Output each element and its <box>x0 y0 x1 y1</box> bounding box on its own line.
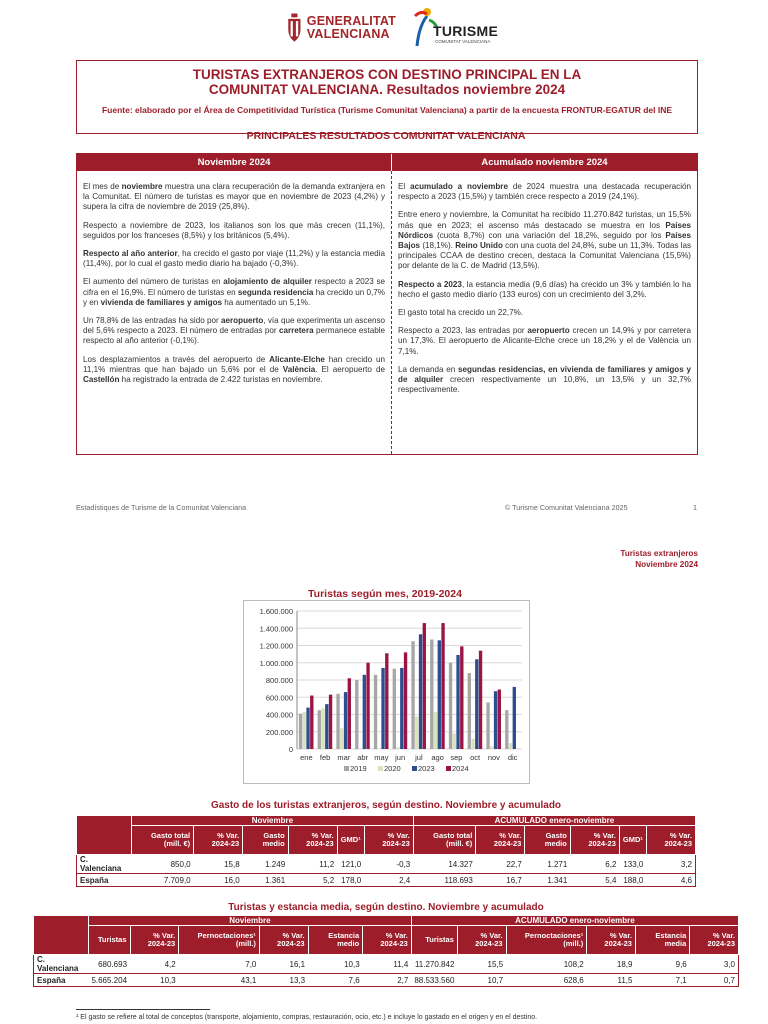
table-cell: 5.665.204 <box>88 974 130 987</box>
generalitat-emblem-icon <box>286 8 303 48</box>
bar-2023 <box>344 692 347 749</box>
cumulative-paragraph: El acumulado a noviembre de 2024 muestra una destacada recuperación respecto a 2023 (15,5%) y también crece respecto a 2019 (24,1%). <box>398 182 692 202</box>
table-cell: 178,0 <box>337 874 364 887</box>
column-header: % Var. 2024-23 <box>690 926 739 955</box>
cumulative-column-text <box>398 182 691 403</box>
table-cell: 4,2 <box>130 955 179 974</box>
bar-2019 <box>411 641 414 749</box>
cumulative-paragraph: El gasto total ha crecido un 22,7%. <box>398 308 524 318</box>
bold-run: València <box>282 364 316 374</box>
table-cell: 11.270.842 <box>411 955 457 974</box>
table-cell: 43,1 <box>179 974 260 987</box>
column-header: Gasto total (mill. €) <box>132 826 194 855</box>
column-header: GMD¹ <box>337 826 364 855</box>
table-cell: 16,7 <box>476 874 525 887</box>
table-cell: 118.693 <box>413 874 476 887</box>
table-cell: 121,0 <box>337 855 364 874</box>
page-number: 1 <box>693 503 697 512</box>
bar-2019 <box>468 673 471 749</box>
y-tick-label: 200.000 <box>265 727 293 737</box>
bar-2023 <box>306 708 309 749</box>
bar-2019 <box>318 710 321 749</box>
table2-title: Turistas y estancia media, según destino. Noviembre y acumulado <box>228 902 544 913</box>
table-cell: 15,8 <box>194 855 243 874</box>
corner-cell <box>77 816 132 855</box>
bold-run: carretera <box>278 326 314 336</box>
x-tick-label: ene <box>300 753 313 762</box>
table-cell: 0,7 <box>690 974 739 987</box>
table-cell: 13,3 <box>259 974 308 987</box>
column-header: % Var. 2024-23 <box>288 826 337 855</box>
x-tick-label: may <box>374 753 389 762</box>
y-tick-label: 1.200.000 <box>259 641 293 651</box>
y-tick-label: 1.000.000 <box>259 658 293 668</box>
table-cell: 7,6 <box>308 974 363 987</box>
table-cell: 14.327 <box>413 855 476 874</box>
column-header: Pernoctaciones¹ (mill.) <box>506 926 587 955</box>
group-header-november: Noviembre <box>132 816 414 826</box>
bar-2024 <box>498 689 501 749</box>
column-header: % Var. 2024-23 <box>130 926 179 955</box>
bar-2024 <box>385 653 388 749</box>
legend-label: 2023 <box>418 764 435 773</box>
table-row <box>34 974 739 987</box>
table-row <box>77 874 696 887</box>
bar-2024 <box>348 678 351 749</box>
bar-2023 <box>494 691 497 749</box>
bar-2020 <box>453 733 456 749</box>
expenditure-table <box>76 815 696 887</box>
legend-swatch <box>378 766 383 771</box>
november-paragraph: Los desplazamientos a través del aeropuerto de Alicante-Elche han crecido un 11,1% mientras que han bajado un 5,6% por el de València. El aeropuerto de Castellón ha registrado la entrada de 2.422 turistas en noviembre. <box>83 354 385 385</box>
y-tick-label: 1.600.000 <box>259 607 293 616</box>
legend-swatch <box>446 766 451 771</box>
table-cell: 18,9 <box>587 955 636 974</box>
bold-run: aeropuerto <box>221 316 264 326</box>
bar-2023 <box>381 668 384 749</box>
bar-2023 <box>513 687 516 749</box>
turisme-wordmark: TURISME <box>433 23 499 39</box>
bold-run: Respecto a 2023 <box>398 279 462 289</box>
bar-2024 <box>329 695 332 749</box>
bold-run: alojamiento de alquiler <box>223 277 312 287</box>
bar-2024 <box>404 652 407 749</box>
row-label: C. Valenciana <box>34 955 89 974</box>
bold-run: Respecto al año anterior <box>83 249 178 259</box>
november-column-head: Noviembre 2024 <box>77 154 391 171</box>
footnote: ¹ El gasto se refiere al total de conceptos (transporte, alojamiento, compras, restauración, ocio, etc.) e incluye lo gastado en el origen y en el destino. <box>76 1014 538 1021</box>
column-header: GMD¹ <box>619 826 646 855</box>
table-cell: 108,2 <box>506 955 587 974</box>
bold-run: vivienda de familiares y amigos <box>100 297 223 307</box>
table-cell: 1.271 <box>525 855 570 874</box>
november-paragraph: Un 78,8% de las entradas ha sido por aeropuerto, vía que experimenta un ascenso del 5,6% respecto a 2023. El número de entradas por carretera permanece estable respecto al año anterior (-0,1%). <box>83 316 386 346</box>
bar-2019 <box>393 669 396 749</box>
bar-2024 <box>460 646 463 749</box>
x-tick-label: abr <box>357 753 369 762</box>
table-cell: 188,0 <box>619 874 646 887</box>
x-tick-label: dic <box>507 753 518 762</box>
bold-run: Alicante-Elche <box>269 354 325 364</box>
bold-run: noviembre <box>121 182 163 191</box>
table-row <box>77 855 696 874</box>
bar-2020 <box>490 746 493 749</box>
table-cell: 10,3 <box>308 955 363 974</box>
table-cell: 7.709,0 <box>132 874 194 887</box>
column-header: Gasto medio <box>243 826 288 855</box>
table1-title: Gasto de los turistas extranjeros, según destino. Noviembre y acumulado <box>210 800 562 811</box>
row-label: España <box>77 874 132 887</box>
bar-2020 <box>340 728 343 749</box>
bold-run: segunda residencia <box>237 287 314 297</box>
column-header: Gasto medio <box>525 826 570 855</box>
table-cell: 7,1 <box>635 974 689 987</box>
column-header: % Var. 2024-23 <box>259 926 308 955</box>
x-tick-label: sep <box>450 753 463 762</box>
column-header: Estancia medio <box>308 926 363 955</box>
x-tick-label: ago <box>431 753 444 762</box>
table-cell: 7,0 <box>179 955 260 974</box>
table-cell: 4,6 <box>646 874 695 887</box>
table-cell: 628,6 <box>506 974 587 987</box>
table-cell: 10,7 <box>457 974 506 987</box>
bar-2024 <box>423 623 426 749</box>
legend-label: 2024 <box>452 764 469 773</box>
y-tick-label: 400.000 <box>265 710 293 720</box>
document-title: TURISTAS EXTRANJEROS CON DESTINO PRINCIPAL EN LA COMUNITAT VALENCIANA. Resultados noviembre 2024 <box>192 67 582 97</box>
november-paragraph: El aumento del número de turistas en alojamiento de alquiler respecto a 2023 se cifra en el 16,9%. El número de turistas en segunda residencia ha crecido un 0,7% y en vivienda de familiares y amigos ha aumentado un 5,1%. <box>83 277 386 307</box>
cumulative-paragraph: Respecto a 2023, la estancia media (9,6 días) ha crecido un 3% y también lo ha hecho el gasto medio diario (133 euros) con un crecimiento del 3,2%. <box>398 279 691 299</box>
table-cell: 6,2 <box>570 855 619 874</box>
bar-2024 <box>310 696 313 749</box>
bar-2019 <box>336 694 339 749</box>
chart-title: Turistas según mes, 2019-2024 <box>308 588 462 600</box>
cumulative-column-head: Acumulado noviembre 2024 <box>392 154 697 171</box>
footnote-rule <box>76 1009 210 1010</box>
table-cell: 88.533.560 <box>411 974 457 987</box>
column-header: % Var. 2024-23 <box>646 826 695 855</box>
x-tick-label: jul <box>415 753 423 762</box>
table-cell: 1.361 <box>243 874 288 887</box>
group-header-cumulative: ACUMULADO enero-noviembre <box>413 816 695 826</box>
november-paragraph: El mes de noviembre muestra una clara recuperación de la demanda extranjera en la Comunitat. El número de turistas es mayor que en noviembre de 2023 (4,2%) y supera la cifra de noviembre de 2019 (25,8%). <box>83 182 385 212</box>
table-cell: 3,2 <box>646 855 695 874</box>
column-header: Turistas <box>411 926 457 955</box>
bar-2019 <box>355 680 358 749</box>
column-header: Pernoctaciones¹ (mill.) <box>179 926 260 955</box>
table-cell: 2,4 <box>364 874 413 887</box>
footer-right: © Turisme Comunitat Valenciana 2025 <box>505 503 628 512</box>
column-header: % Var. 2024-23 <box>587 926 636 955</box>
column-header: % Var. 2024-23 <box>457 926 506 955</box>
column-header: Turistas <box>88 926 130 955</box>
bar-2019 <box>486 702 489 749</box>
column-header: Estancia media <box>635 926 689 955</box>
x-tick-label: jun <box>395 753 406 762</box>
bar-2023 <box>419 634 422 749</box>
cumulative-paragraph: Entre enero y noviembre, la Comunitat ha recibido 11.270.842 turistas, un 15,5% más que en 2023; el ascenso más destacado se muestra en los Países Nórdicos (cuota 8,7%) con una variación del 18,2%, seguido por los Países Bajos (18,1%). Reino Unido con una cuota del 24,8%, sube un 11,3%. Todas las principales CCAA de destino crecen, destaca la Comunitat Valenciana (15,5%) por delante de la C. de Madrid (13,5%). <box>398 210 691 271</box>
bar-2019 <box>430 639 433 749</box>
bar-2023 <box>456 655 459 749</box>
y-tick-label: 0 <box>288 745 293 754</box>
bar-2023 <box>363 675 366 749</box>
legend-label: 2020 <box>384 764 401 773</box>
generalitat-wordmark: GENERALITAT VALENCIANA <box>306 14 396 41</box>
table-cell: 1.341 <box>525 874 570 887</box>
bar-2020 <box>434 712 437 749</box>
bar-2024 <box>366 663 369 749</box>
x-tick-label: oct <box>470 753 481 762</box>
bar-2024 <box>479 651 482 749</box>
bar-2023 <box>325 704 328 749</box>
turisme-subtitle: COMUNITAT VALENCIANA <box>435 39 491 44</box>
november-column-text <box>83 182 385 393</box>
table-cell: 11,5 <box>587 974 636 987</box>
x-tick-label: feb <box>319 753 331 762</box>
y-tick-label: 600.000 <box>265 693 293 703</box>
corner-cell <box>34 916 89 955</box>
cumulative-paragraph: Respecto a 2023, las entradas por aeropuerto crecen un 14,9% y por carretera un 17,3%. El aeropuerto de Alicante-Elche crece un 18,2% y el de València un 7,1%. <box>398 326 692 356</box>
group-header-cumulative: ACUMULADO enero-noviembre <box>411 916 738 926</box>
bar-2020 <box>415 716 418 749</box>
bold-run: segundas residencias, en vivienda de familiares y amigos y de alquiler <box>398 364 691 385</box>
tourists-table <box>33 915 739 987</box>
y-tick-label: 800.000 <box>265 676 293 685</box>
bold-run: acumulado a noviembre <box>410 182 508 191</box>
bar-2019 <box>505 710 508 749</box>
table-cell: 2,7 <box>363 974 412 987</box>
bar-2020 <box>509 743 512 749</box>
table-cell: -0,3 <box>364 855 413 874</box>
table-cell: 5,2 <box>288 874 337 887</box>
table-cell: 11,4 <box>363 955 412 974</box>
table-cell: 16,1 <box>259 955 308 974</box>
source-note: Fuente: elaborado por el Área de Competitividad Turística (Turisme Comunitat Valenciana) a partir de la encuesta FRONTUR-EGATUR del INE <box>101 105 673 115</box>
section-heading: PRINCIPALES RESULTADOS COMUNITAT VALENCIANA <box>246 130 526 142</box>
bar-2020 <box>321 708 324 749</box>
table-cell: 1.249 <box>243 855 288 874</box>
bold-run: Reino Unido <box>455 241 503 251</box>
table-cell: 10,3 <box>130 974 179 987</box>
page2-header: Turistas extranjeros Noviembre 2024 <box>620 549 698 569</box>
bar-2019 <box>299 714 302 749</box>
column-header: % Var. 2024-23 <box>194 826 243 855</box>
row-label: España <box>34 974 89 987</box>
table-row <box>34 955 739 974</box>
legend-label: 2019 <box>350 764 367 773</box>
bar-2023 <box>438 640 441 749</box>
bold-run: Países Nórdicos <box>398 220 691 240</box>
turisme-logo <box>411 6 501 50</box>
column-header: Gasto total (mill. €) <box>413 826 476 855</box>
bold-run: Países Bajos <box>398 230 691 251</box>
bar-2019 <box>374 675 377 749</box>
generalitat-logo <box>286 6 396 50</box>
bold-run: Castellón <box>83 375 120 385</box>
table-cell: 3,0 <box>690 955 739 974</box>
legend-swatch <box>412 766 417 771</box>
column-header: % Var. 2024-23 <box>570 826 619 855</box>
bar-2020 <box>471 739 474 749</box>
bar-2023 <box>400 668 403 749</box>
results-box <box>76 153 698 455</box>
table-cell: 16,0 <box>194 874 243 887</box>
table-cell: 5,4 <box>570 874 619 887</box>
table-cell: 133,0 <box>619 855 646 874</box>
bar-2020 <box>396 747 399 749</box>
x-tick-label: nov <box>487 753 500 762</box>
bar-2023 <box>475 659 478 749</box>
table-cell: 15,5 <box>457 955 506 974</box>
november-paragraph: Respecto al año anterior, ha crecido el gasto por viaje (11,2%) y la estancia media (11,4%), por lo cual el gasto medio diario ha bajado (-0,3%). <box>83 249 385 269</box>
x-tick-label: mar <box>337 753 351 762</box>
title-box <box>76 60 698 134</box>
column-header: % Var. 2024-23 <box>363 926 412 955</box>
footer-left: Estadístiques de Turisme de la Comunitat Valenciana <box>76 503 247 512</box>
table-cell: 11,2 <box>288 855 337 874</box>
bold-run: aeropuerto <box>527 326 570 336</box>
tourists-bar-chart <box>244 601 529 783</box>
table-cell: 680.693 <box>88 955 130 974</box>
column-header: % Var. 2024-23 <box>476 826 525 855</box>
column-header: % Var. 2024-23 <box>364 826 413 855</box>
table-cell: 9,6 <box>635 955 689 974</box>
bar-2019 <box>449 663 452 749</box>
november-paragraph: Respecto a noviembre de 2023, los italianos son los que más crecen (11,1%), seguidos por los franceses (8,5%) y los británicos (5,4%). <box>83 220 385 240</box>
table-cell: 22,7 <box>476 855 525 874</box>
group-header-november: Noviembre <box>88 916 411 926</box>
y-tick-label: 1.400.000 <box>259 624 293 634</box>
bar-2020 <box>303 712 306 749</box>
cumulative-paragraph: La demanda en segundas residencias, en vivienda de familiares y amigos y de alquiler crecen respectivamente un 10,8%, un 13,5% y un 32,7% respectivamente. <box>398 364 691 395</box>
legend-swatch <box>344 766 349 771</box>
table-cell: 850,0 <box>132 855 194 874</box>
chart-frame <box>243 600 530 784</box>
bar-2024 <box>441 623 444 749</box>
column-divider <box>391 171 392 454</box>
row-label: C. Valenciana <box>77 855 132 874</box>
